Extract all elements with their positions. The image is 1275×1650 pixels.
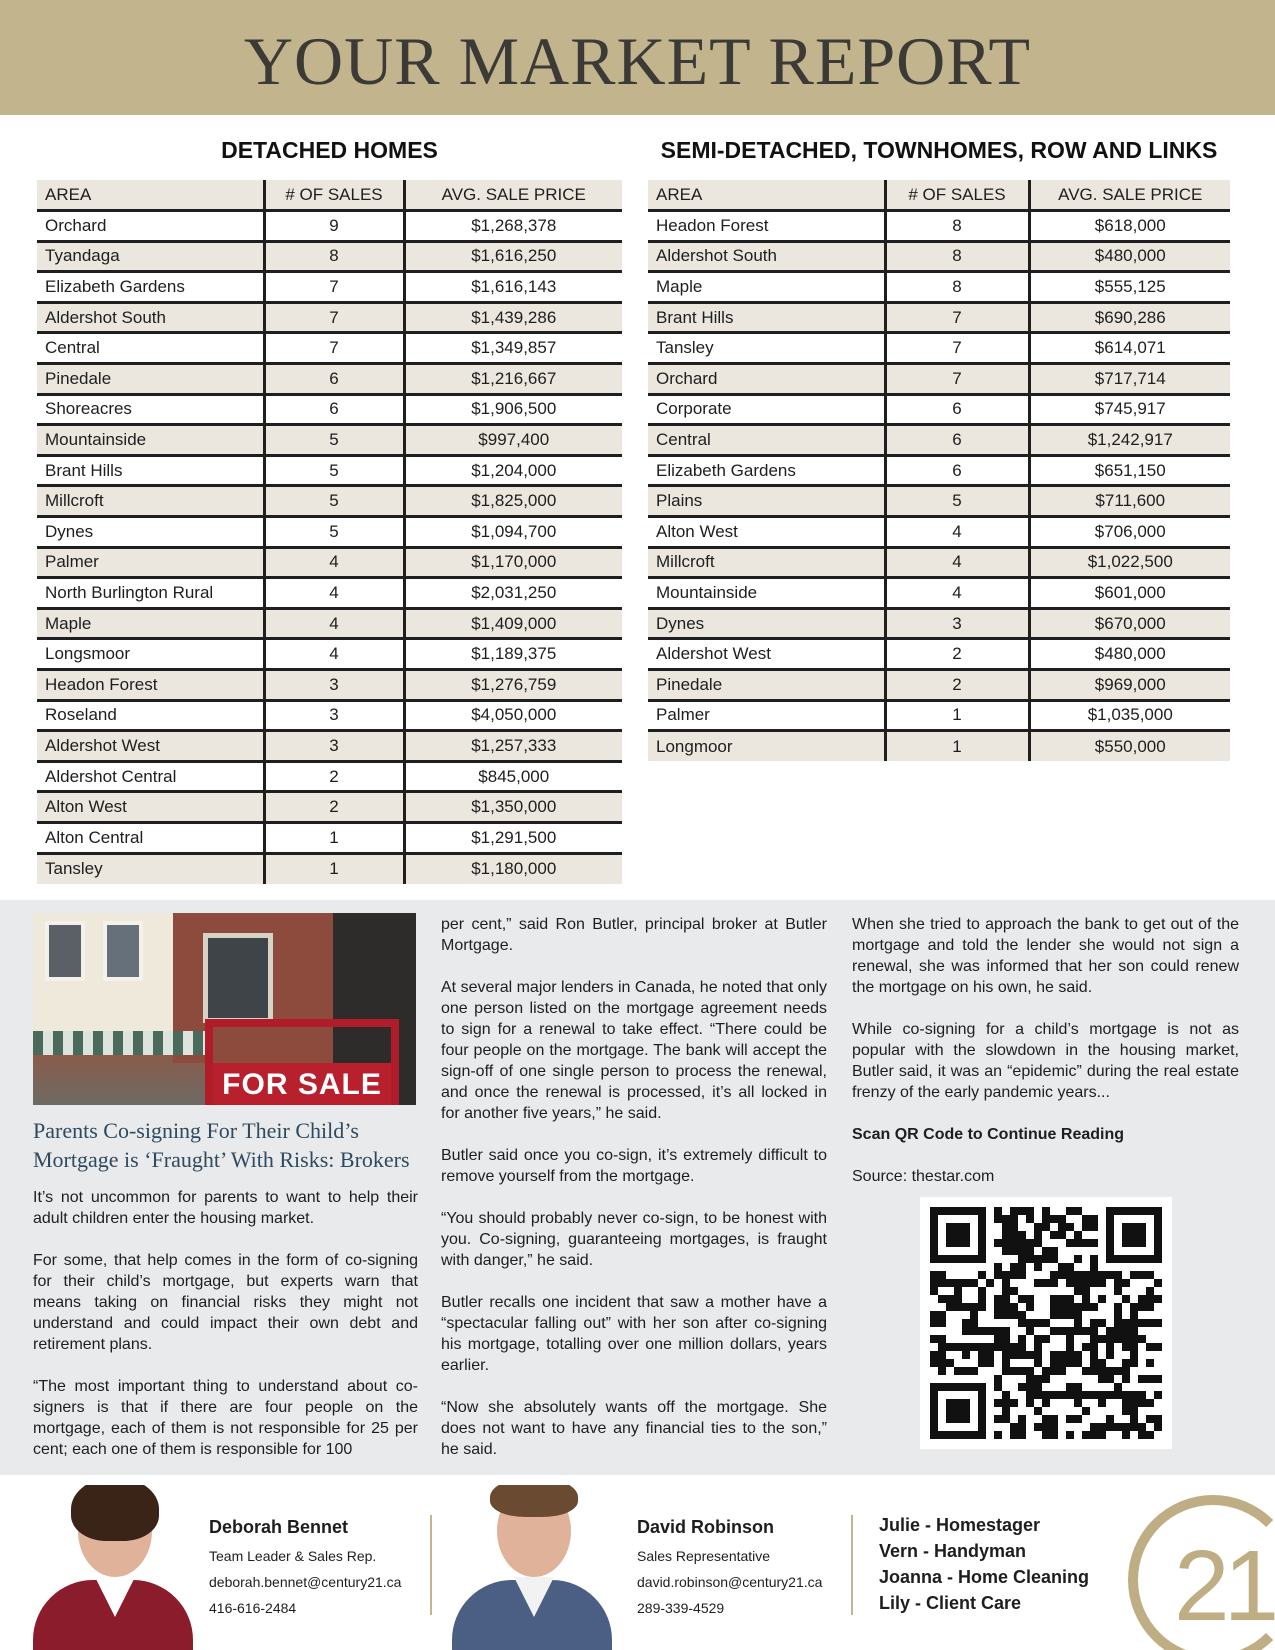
area-cell: Tyandaga [37,241,264,272]
awning [33,1031,213,1055]
price-cell: $1,350,000 [404,792,622,823]
sales-cell: 7 [264,272,404,303]
table-row [37,364,622,395]
article-paragraph: “You should probably never co-sign, to be honest with you. Co-signing, guaranteeing mortgages, is fraught with danger,” he said. [441,1210,827,1269]
sales-cell: 4 [264,578,404,609]
table-row [648,608,1230,639]
table-row [648,272,1230,303]
area-cell: Aldershot South [37,302,264,333]
price-cell: $1,439,286 [404,302,622,333]
agent-hair [71,1485,159,1541]
area-cell: Millcroft [37,486,264,517]
sales-cell: 4 [885,578,1029,609]
table-row [648,364,1230,395]
agent-photo-deborah [33,1485,193,1650]
for-sale-sign: FOR SALE [213,1063,391,1105]
price-cell: $601,000 [1029,578,1230,609]
price-cell: $2,031,250 [404,578,622,609]
divider [430,1515,432,1615]
table-row [37,731,622,762]
agent-info-deborah [209,1515,401,1621]
report-title: YOUR MARKET REPORT [243,23,1032,99]
sales-cell: 3 [264,731,404,762]
article-section [0,900,1275,1475]
article-paragraph: When she tried to approach the bank to get out of the mortgage and told the lender she would not sign a renewal, she was informed that her son could renew the mortgage on his own, he said. [852,916,1239,996]
area-cell: Headon Forest [37,670,264,701]
table-row [648,455,1230,486]
area-cell: Roseland [37,700,264,731]
price-cell: $706,000 [1029,517,1230,548]
article-paragraph: Butler recalls one incident that saw a mother have a “spectacular falling out” with her son after co-signing his mortgage, totalling over one million dollars, years earlier. [441,1294,827,1374]
area-cell: Elizabeth Gardens [648,455,885,486]
area-cell: Maple [37,608,264,639]
area-cell: Orchard [37,211,264,242]
area-cell: Pinedale [37,364,264,395]
table-row [37,700,622,731]
window [45,921,85,981]
article-paragraph: per cent,” said Ron Butler, principal broker at Butler Mortgage. [441,916,827,954]
price-cell: $1,189,375 [404,639,622,670]
area-cell: Alton West [37,792,264,823]
table-row [648,486,1230,517]
semi-detached-rows [648,211,1230,762]
qr-call-to-action: Scan QR Code to Continue Reading [852,1126,1125,1143]
area-cell: Headon Forest [648,211,885,242]
area-cell: North Burlington Rural [37,578,264,609]
column-header-price: AVG. SALE PRICE [404,180,622,211]
sales-cell: 8 [885,211,1029,242]
sales-cell: 6 [885,425,1029,456]
service-item: Julie - Homestager [879,1515,1041,1535]
sales-cell: 2 [264,792,404,823]
sales-cell: 6 [885,455,1029,486]
price-cell: $1,349,857 [404,333,622,364]
price-cell: $480,000 [1029,639,1230,670]
article-paragraph: It’s not uncommon for parents to want to help their adult children enter the housing market. [33,1189,418,1227]
area-cell: Pinedale [648,670,885,701]
table-row [648,731,1230,762]
table-row [37,211,622,242]
detached-homes-rows [37,211,622,884]
area-cell: Plains [648,486,885,517]
sales-cell: 3 [264,700,404,731]
team-services-list [879,1512,1089,1616]
table-row [648,578,1230,609]
area-cell: Aldershot Central [37,761,264,792]
sales-cell: 2 [264,761,404,792]
table-row [648,517,1230,548]
area-cell: Palmer [37,547,264,578]
sales-cell: 6 [885,394,1029,425]
sales-cell: 3 [264,670,404,701]
price-cell: $1,035,000 [1029,700,1230,731]
area-cell: Aldershot West [648,639,885,670]
area-cell: Dynes [648,608,885,639]
table-row [37,486,622,517]
sales-cell: 4 [885,517,1029,548]
detached-homes-title: DETACHED HOMES [221,137,438,163]
window [103,921,143,981]
agent-email[interactable]: david.robinson@century21.ca [637,1574,823,1590]
table-row [37,517,622,548]
sales-cell: 4 [885,547,1029,578]
sales-cell: 5 [264,517,404,548]
sales-cell: 1 [885,700,1029,731]
area-cell: Brant Hills [648,302,885,333]
table-row [648,547,1230,578]
price-cell: $845,000 [404,761,622,792]
area-cell: Aldershot West [37,731,264,762]
table-row [37,333,622,364]
price-cell: $969,000 [1029,670,1230,701]
price-cell: $550,000 [1029,731,1230,762]
area-cell: Orchard [648,364,885,395]
price-cell: $670,000 [1029,608,1230,639]
agent-phone[interactable]: 289-339-4529 [637,1600,725,1616]
price-cell: $745,917 [1029,394,1230,425]
price-cell: $614,071 [1029,333,1230,364]
table-row [37,853,622,884]
agents-footer [0,1475,1275,1650]
sales-cell: 7 [885,302,1029,333]
table-row [37,822,622,853]
table-header-row [37,180,622,211]
area-cell: Maple [648,272,885,303]
table-row [648,211,1230,242]
service-item: Vern - Handyman [879,1541,1027,1561]
area-cell: Corporate [648,394,885,425]
table-row [648,700,1230,731]
area-cell: Aldershot South [648,241,885,272]
sales-cell: 8 [885,272,1029,303]
sales-cell: 9 [264,211,404,242]
article-title: Parents Co-signing For Their Child’s Mortgage is ‘Fraught’ With Risks: Brokers [33,1118,410,1172]
table-row [37,302,622,333]
sales-cell: 1 [264,853,404,884]
table-row [37,241,622,272]
area-cell: Shoreacres [37,394,264,425]
price-cell: $618,000 [1029,211,1230,242]
sales-cell: 2 [885,670,1029,701]
table-row [648,241,1230,272]
sales-cell: 1 [885,731,1029,762]
service-item: Joanna - Home Cleaning [879,1567,1090,1587]
agent-hair [490,1485,578,1517]
table-row [648,302,1230,333]
sales-cell: 5 [264,455,404,486]
price-cell: $1,242,917 [1029,425,1230,456]
table-row [37,792,622,823]
detached-homes-table [37,180,622,884]
sales-cell: 5 [264,425,404,456]
table-row [37,547,622,578]
logo-text: 21 [1174,1530,1274,1642]
qr-code[interactable] [920,1197,1172,1449]
agent-title: Sales Representative [637,1548,771,1564]
area-cell: Elizabeth Gardens [37,272,264,303]
table-row [648,425,1230,456]
table-row [37,578,622,609]
area-cell: Dynes [37,517,264,548]
service-item: Lily - Client Care [879,1593,1022,1613]
price-cell: $1,906,500 [404,394,622,425]
area-cell: Alton West [648,517,885,548]
table-row [648,394,1230,425]
price-cell: $1,291,500 [404,822,622,853]
table-row [648,639,1230,670]
article-paragraph: For some, that help comes in the form of co-signing for their child’s mortgage, but experts warn that means taking on financial risks they might not understand and could impact their own debt and retirement plans. [33,1252,418,1353]
qr-code-icon [930,1207,1162,1439]
price-cell: $1,022,500 [1029,547,1230,578]
agent-phone[interactable]: 416-616-2484 [209,1600,297,1616]
sales-cell: 5 [264,486,404,517]
agent-name: David Robinson [637,1517,775,1537]
sales-cell: 5 [885,486,1029,517]
area-cell: Alton Central [37,822,264,853]
sales-cell: 3 [885,608,1029,639]
price-cell: $711,600 [1029,486,1230,517]
area-cell: Millcroft [648,547,885,578]
sales-cell: 7 [264,333,404,364]
area-cell: Central [37,333,264,364]
price-cell: $1,616,250 [404,241,622,272]
table-row [37,272,622,303]
agent-info-david [637,1515,822,1621]
price-cell: $690,286 [1029,302,1230,333]
price-cell: $997,400 [404,425,622,456]
column-header-price: AVG. SALE PRICE [1029,180,1230,211]
area-cell: Central [648,425,885,456]
area-cell: Brant Hills [37,455,264,486]
area-cell: Tansley [37,853,264,884]
agent-title: Team Leader & Sales Rep. [209,1548,377,1564]
table-row [37,761,622,792]
article-paragraph: Butler said once you co-sign, it’s extremely difficult to remove yourself from the mortgage. [441,1147,827,1185]
price-cell: $1,257,333 [404,731,622,762]
agent-name: Deborah Bennet [209,1517,349,1537]
table-row [37,670,622,701]
area-cell: Palmer [648,700,885,731]
table-row [37,639,622,670]
price-cell: $1,276,759 [404,670,622,701]
report-header [0,0,1275,115]
sales-cell: 6 [264,394,404,425]
area-cell: Mountainside [648,578,885,609]
table-row [648,333,1230,364]
column-header-area: AREA [37,180,264,211]
semi-detached-table [648,180,1230,761]
table-row [37,608,622,639]
sign-post [391,1023,399,1105]
sales-cell: 4 [264,639,404,670]
price-cell: $1,204,000 [404,455,622,486]
sales-cell: 6 [264,364,404,395]
column-header-area: AREA [648,180,885,211]
sales-cell: 4 [264,608,404,639]
detached-homes-section [37,130,622,884]
table-row [37,394,622,425]
for-sale-photo [33,913,416,1105]
article-paragraph: At several major lenders in Canada, he noted that only one person listed on the mortgage agreement needs to sign for a renewal to take effect. “There could be four people on the mortgage. The bank will accept the sign-off of one single person to process the renewal, and once the renewal is processed, it’s all locked in for another five years,” he said. [441,979,828,1122]
sales-cell: 8 [885,241,1029,272]
article-paragraph: While co-signing for a child’s mortgage is not as popular with the slowdown in the housing market, Butler said, it was an “epidemic” during the real estate frenzy of the early pandemic years... [852,1021,1239,1101]
semi-detached-title: SEMI-DETACHED, TOWNHOMES, ROW AND LINKS [660,137,1218,163]
sales-cell: 8 [264,241,404,272]
price-cell: $1,180,000 [404,853,622,884]
price-cell: $555,125 [1029,272,1230,303]
price-cell: $1,094,700 [404,517,622,548]
sales-cell: 1 [264,822,404,853]
sales-cell: 2 [885,639,1029,670]
agent-email[interactable]: deborah.bennet@century21.ca [209,1574,402,1590]
price-cell: $1,170,000 [404,547,622,578]
sales-cell: 4 [264,547,404,578]
price-cell: $4,050,000 [404,700,622,731]
area-cell: Longsmoor [37,639,264,670]
sales-cell: 7 [264,302,404,333]
article-column-2 [441,914,827,1481]
price-cell: $1,825,000 [404,486,622,517]
article-paragraph: “Now she absolutely wants off the mortgage. She does not want to have any financial ties to the son,” he said. [441,1399,827,1458]
bay-window [203,933,273,1023]
column-header-sales: # OF SALES [885,180,1029,211]
semi-detached-section [648,130,1230,761]
area-cell: Tansley [648,333,885,364]
table-row [37,455,622,486]
article-paragraph: “The most important thing to understand about co-signers is that if there are four people on the mortgage, each of them is not responsible for 25 per cent; each one of them is responsible for 100 [33,1378,418,1458]
price-cell: $1,409,000 [404,608,622,639]
price-cell: $717,714 [1029,364,1230,395]
century21-logo [1128,1495,1275,1650]
area-cell: Mountainside [37,425,264,456]
table-header-row [648,180,1230,211]
sign-post-bar [205,1019,399,1027]
sign-post [205,1023,213,1105]
sales-cell: 7 [885,364,1029,395]
price-cell: $651,150 [1029,455,1230,486]
column-header-sales: # OF SALES [264,180,404,211]
divider [851,1515,853,1615]
article-column-1 [33,1187,418,1481]
price-cell: $1,216,667 [404,364,622,395]
area-cell: Longmoor [648,731,885,762]
table-row [648,670,1230,701]
price-cell: $1,616,143 [404,272,622,303]
article-column-3 [852,914,1239,1208]
table-row [37,425,622,456]
sales-cell: 7 [885,333,1029,364]
agent-photo-david [452,1485,612,1650]
price-cell: $480,000 [1029,241,1230,272]
price-cell: $1,268,378 [404,211,622,242]
article-source: Source: thestar.com [852,1168,995,1185]
